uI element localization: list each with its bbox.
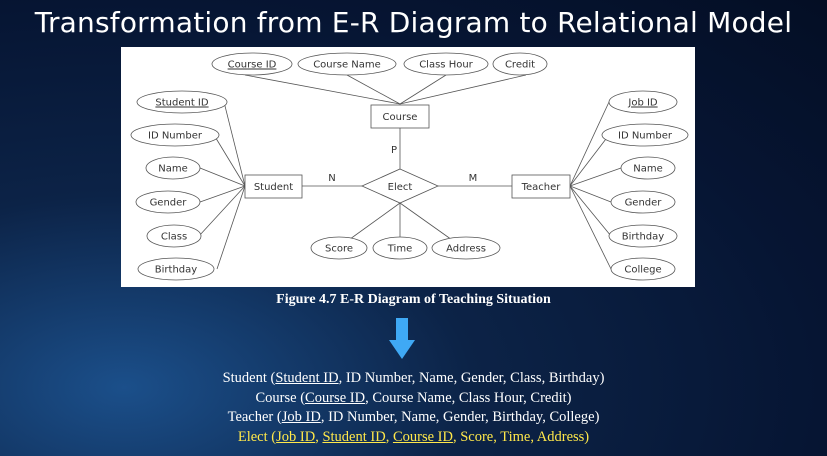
svg-text:Student ID: Student ID — [155, 97, 209, 109]
figure-caption: Figure 4.7 E-R Diagram of Teaching Situation — [276, 292, 551, 307]
teacher-gender-attr — [611, 191, 675, 213]
relation-field: Score — [460, 428, 494, 445]
svg-text:Score: Score — [324, 243, 354, 255]
svg-text:Job ID: Job ID — [628, 97, 658, 109]
down-arrow-icon — [389, 318, 415, 360]
teacher-entity — [512, 175, 570, 198]
svg-text:Gender: Gender — [624, 197, 662, 209]
teacher-birthday-attr — [609, 225, 677, 247]
student-name-attr — [146, 157, 200, 179]
student-gender-attr — [136, 191, 200, 213]
time-attr — [373, 237, 427, 259]
student-class-attr — [147, 225, 201, 247]
teacher-id-number-attr — [602, 124, 688, 146]
credit-attr — [493, 53, 547, 75]
teacher-college-attr — [611, 258, 675, 280]
svg-text:Gender: Gender — [149, 197, 187, 209]
student-birthday-attr — [138, 258, 214, 280]
er-diagram — [121, 47, 695, 287]
relation-field: Time — [500, 428, 531, 445]
cardinality-n: N — [328, 173, 336, 184]
score-attr — [311, 237, 367, 259]
relation-key-field: Course ID — [305, 389, 366, 406]
svg-text:Elect: Elect — [387, 182, 413, 193]
relation-course: Course (Course ID, Course Name, Class Hour, Credit) — [255, 389, 572, 406]
relation-key-field: Job ID — [281, 409, 321, 425]
svg-text:Time: Time — [387, 243, 413, 255]
relation-teacher: Teacher (Job ID, ID Number, Name, Gender, Birthday, College) — [227, 409, 600, 425]
svg-text:Class Hour: Class Hour — [419, 59, 473, 71]
job-id-attr — [609, 91, 677, 113]
relational-models — [0, 369, 827, 447]
student-entity — [245, 175, 302, 198]
svg-text:Course ID: Course ID — [227, 59, 277, 71]
svg-text:Birthday: Birthday — [154, 264, 198, 276]
svg-text:Address: Address — [446, 243, 486, 255]
svg-text:Class: Class — [160, 231, 188, 243]
slide-title: Transformation from E-R Diagram to Relational Model — [34, 6, 793, 39]
relation-key-field: Course ID — [392, 428, 453, 445]
student-id-number-attr — [131, 124, 219, 146]
relation-field: Birthday — [548, 370, 600, 386]
relation-elect: Elect (Job ID, Student ID, Course ID, Score, Time, Address) — [237, 428, 590, 445]
course-entity — [371, 105, 429, 128]
relation-name: Student — [222, 370, 267, 386]
relation-field: ID Number — [328, 409, 394, 425]
relation-field: Name — [418, 370, 454, 386]
relation-field: Address — [536, 428, 585, 445]
svg-text:Student: Student — [253, 182, 294, 193]
relation-field: ID Number — [345, 370, 412, 386]
svg-text:Course: Course — [382, 112, 418, 123]
relation-name: Teacher — [227, 409, 274, 425]
svg-text:ID Number: ID Number — [148, 130, 202, 142]
relation-key-field: Job ID — [276, 428, 316, 445]
course-name-attr — [298, 53, 396, 75]
class-hour-attr — [404, 53, 488, 75]
svg-text:Course Name: Course Name — [313, 59, 381, 71]
relation-field: Birthday — [492, 409, 543, 425]
course-id-attr — [212, 53, 292, 75]
relation-field: Credit — [530, 389, 567, 406]
er-diagram-panel — [121, 47, 695, 287]
relation-field: Class Hour — [458, 389, 524, 406]
svg-text:Birthday: Birthday — [621, 231, 665, 243]
teacher-name-attr — [621, 157, 675, 179]
svg-text:College: College — [624, 264, 662, 276]
address-attr — [432, 237, 500, 259]
relation-field: Name — [401, 409, 436, 425]
svg-text:Name: Name — [633, 163, 663, 175]
relation-field: Gender — [460, 370, 503, 386]
relation-field: College — [549, 409, 595, 425]
relation-field: Gender — [443, 409, 486, 425]
relation-key-field: Student ID — [322, 428, 386, 445]
relation-key-field: Student ID — [275, 370, 339, 386]
elect-relationship — [362, 169, 438, 203]
svg-text:Credit: Credit — [504, 59, 536, 71]
cardinality-m: M — [468, 173, 478, 184]
cardinality-p: P — [390, 145, 398, 156]
student-id-attr — [137, 91, 227, 113]
relation-name: Course — [255, 389, 297, 406]
relation-name: Elect — [237, 428, 268, 445]
relation-student: Student (Student ID, ID Number, Name, Gender, Class, Birthday) — [222, 370, 605, 386]
svg-text:ID Number: ID Number — [618, 130, 672, 142]
svg-text:Teacher: Teacher — [521, 182, 561, 193]
relation-field: Course Name — [372, 389, 452, 406]
relation-field: Class — [510, 370, 542, 386]
svg-text:Name: Name — [158, 163, 188, 175]
